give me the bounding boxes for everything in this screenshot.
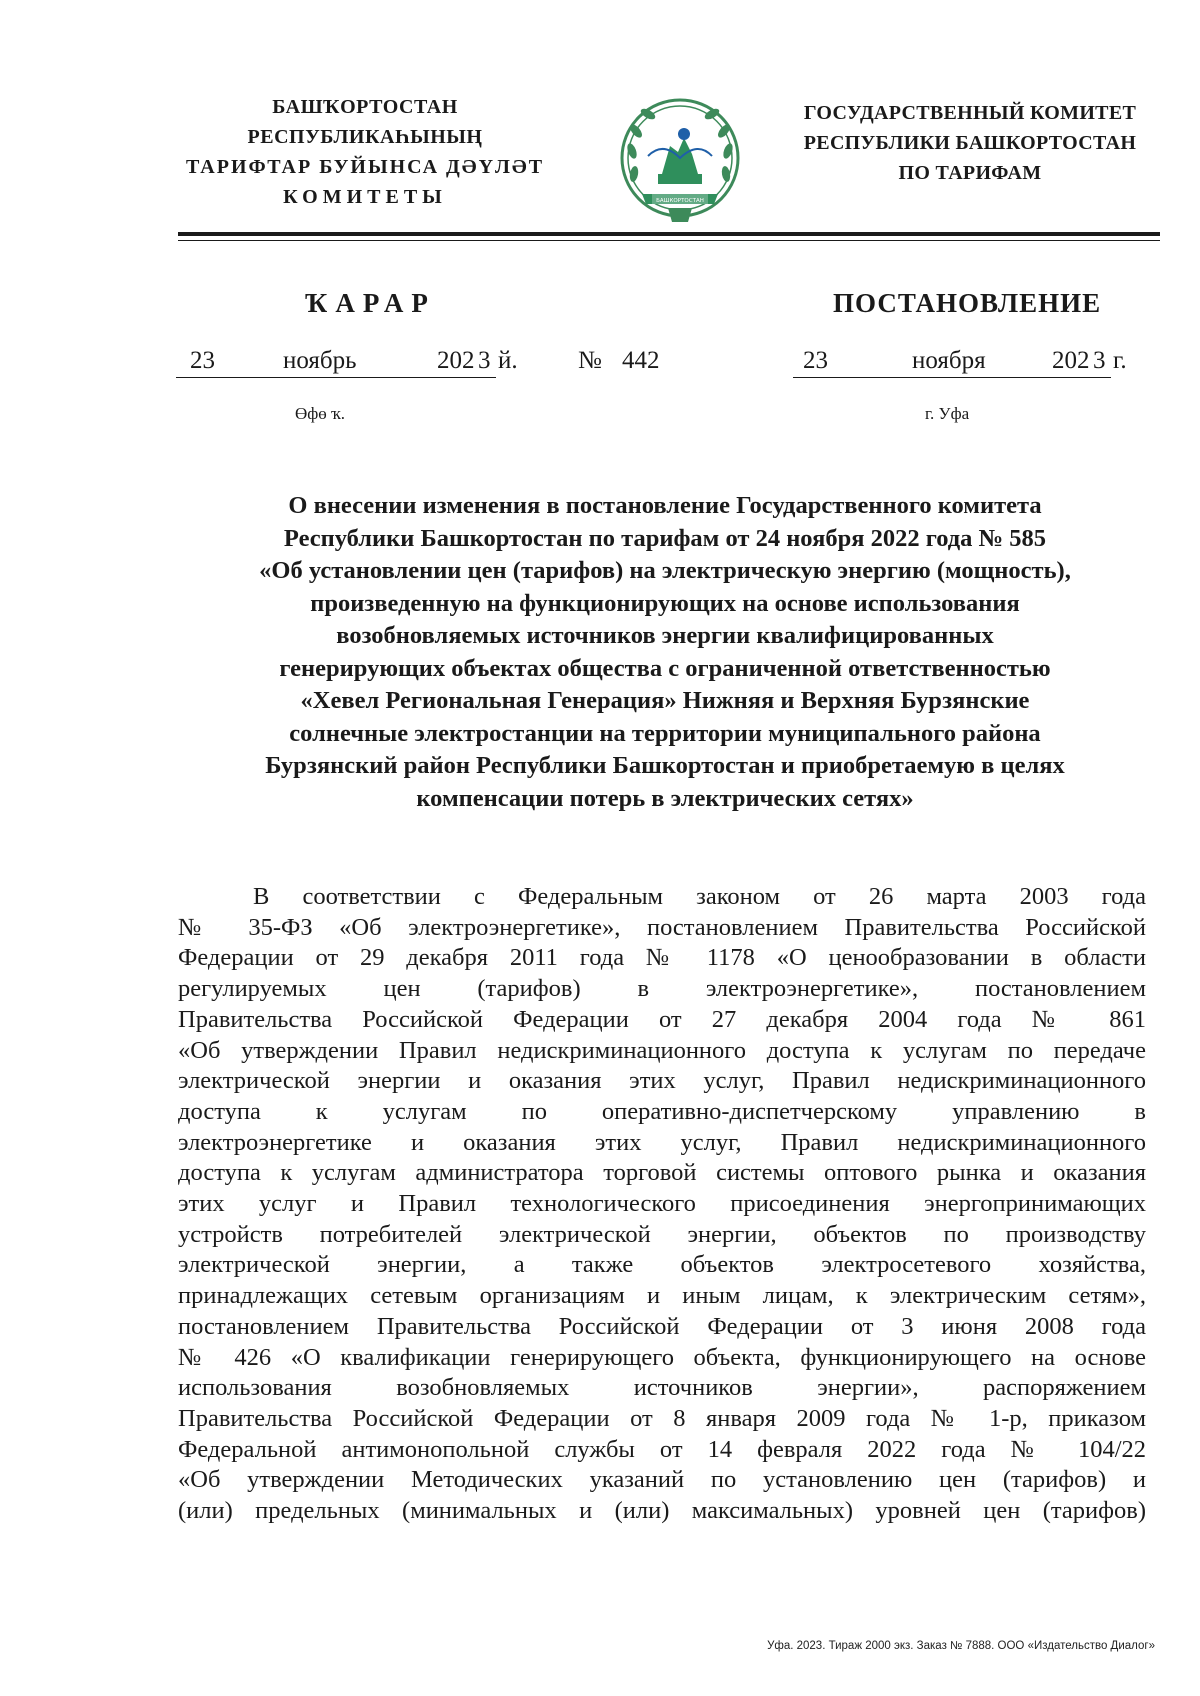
coat-of-arms-emblem: [618, 96, 743, 232]
body-line: «Об утверждении Методических указаний по установлению цен (тарифов) и: [178, 1466, 1146, 1494]
right-date-year-digit: 3: [1093, 347, 1106, 374]
left-date-underline: [176, 377, 496, 378]
title-line: генерирующих объектах общества с ограниченной ответственностью: [279, 654, 1051, 682]
header-russian-line-1: ГОСУДАРСТВЕННЫЙ КОМИТЕТ: [803, 102, 1137, 124]
decree-title-russian: ПОСТАНОВЛЕНИЕ: [833, 288, 1102, 318]
body-line: электрической энергии и оказания этих услуг, Правил недискриминационного: [178, 1067, 1146, 1095]
decree-title-bashkir: ҠАРАР: [305, 288, 436, 318]
body-line: электрической энергии, а также объектов электросетевого хозяйства,: [178, 1251, 1146, 1279]
title-line: «Хевел Региональная Генерация» Нижняя и Верхняя Бурзянские: [300, 687, 1030, 714]
title-line: произведенную на функционирующих на основе использования: [310, 589, 1020, 617]
body-line: этих услуг и Правил технологического присоединения энергопринимающих: [178, 1190, 1146, 1218]
right-date-year-suffix: г.: [1113, 347, 1127, 374]
right-date-month: ноября: [912, 347, 986, 374]
header-russian-line-2: РЕСПУБЛИКИ БАШКОРТОСТАН: [803, 132, 1137, 154]
title-line: Бурзянский район Республики Башкортостан и приобретаемую в целях: [265, 752, 1065, 779]
left-date-year-digit: 3: [478, 347, 491, 374]
decree-number-sign: №: [578, 347, 602, 374]
title-line: Республики Башкортостан по тарифам от 24 ноября 2022 года № 585: [283, 524, 1047, 552]
body-line: устройств потребителей электрической энергии, объектов по производству: [178, 1220, 1146, 1248]
body-line: Правительства Российской Федерации от 27 декабря 2004 года № 861: [178, 1005, 1146, 1033]
emblem-ribbon-label: БАШКОРТОСТАН: [656, 198, 704, 204]
title-line: компенсации потерь в электрических сетях»: [416, 784, 914, 812]
header-bashkir: [165, 92, 565, 212]
header-russian: [780, 98, 1160, 188]
left-date-day: 23: [190, 347, 215, 374]
document-title: [185, 490, 1145, 815]
body-line: использования возобновляемых источников энергии», распоряжением: [178, 1374, 1146, 1402]
title-line: солнечные электростанции на территории муниципального района: [289, 719, 1041, 747]
left-date-month: ноябрь: [283, 347, 357, 374]
right-date-year-prefix: 202: [1052, 347, 1090, 374]
body-line: Федеральной антимонопольной службы от 14 февраля 2022 года № 104/22: [178, 1435, 1146, 1463]
body-line: «Об утверждении Правил недискриминационного доступа к услугам по передаче: [178, 1036, 1146, 1064]
left-date-year-suffix: й.: [498, 347, 518, 374]
title-line: «Об установлении цен (тарифов) на электрическую энергию (мощность),: [259, 557, 1071, 584]
body-line: постановлением Правительства Российской Федерации от 3 июня 2008 года: [178, 1312, 1146, 1340]
left-date-year-prefix: 202: [437, 347, 475, 374]
body-line: Федерации от 29 декабря 2011 года № 1178 «О ценообразовании в области: [178, 944, 1146, 972]
body-line: доступа к услугам администратора торговой системы оптового рынка и оказания: [178, 1159, 1146, 1187]
right-city: г. Уфа: [925, 404, 970, 423]
left-city: Өфө ҡ.: [295, 404, 346, 423]
body-line: № 426 «О квалификации генерирующего объекта, функционирующего на основе: [178, 1343, 1146, 1371]
title-line: О внесении изменения в постановление Государственного комитета: [288, 492, 1042, 519]
header-bashkir-line-1: БАШҠОРТОСТАН РЕСПУБЛИКАҺЫНЫҢ: [247, 96, 483, 148]
decree-number: 442: [622, 347, 660, 374]
body-line: (или) предельных (минимальных и (или) максимальных) уровней цен (тарифов): [178, 1497, 1146, 1525]
print-imprint: Уфа. 2023. Тираж 2000 экз. Заказ № 7888. ООО «Издательство Диалог»: [767, 1640, 1155, 1652]
header-bashkir-line-3: КОМИТЕТЫ: [283, 186, 447, 208]
body-line: В соответствии с Федеральным законом от 26 марта 2003 года: [253, 883, 1146, 910]
title-line: возобновляемых источников энергии квалифицированных: [336, 622, 994, 649]
body-line: регулируемых цен (тарифов) в электроэнергетике», постановлением: [178, 975, 1146, 1003]
header-bashkir-line-2: ТАРИФТАР БУЙЫНСА ДӘҮЛӘТ: [185, 156, 545, 178]
header-russian-line-3: ПО ТАРИФАМ: [898, 162, 1042, 184]
body-line: доступа к услугам по оперативно-диспетчерскому управлению в: [178, 1097, 1146, 1125]
right-date-day: 23: [803, 347, 828, 374]
body-paragraph: [178, 882, 1146, 1527]
right-date-underline: [793, 377, 1111, 378]
body-line: № 35-ФЗ «Об электроэнергетике», постановлением Правительства Российской: [178, 913, 1146, 941]
header-divider-thick: [178, 232, 1160, 236]
body-line: Правительства Российской Федерации от 8 января 2009 года № 1-р, приказом: [178, 1404, 1146, 1432]
body-line: принадлежащих сетевым организациям и иным лицам, к электрическим сетям»,: [178, 1282, 1146, 1310]
body-line: электроэнергетике и оказания этих услуг, Правил недискриминационного: [178, 1128, 1146, 1156]
header-divider-thin: [178, 240, 1160, 241]
